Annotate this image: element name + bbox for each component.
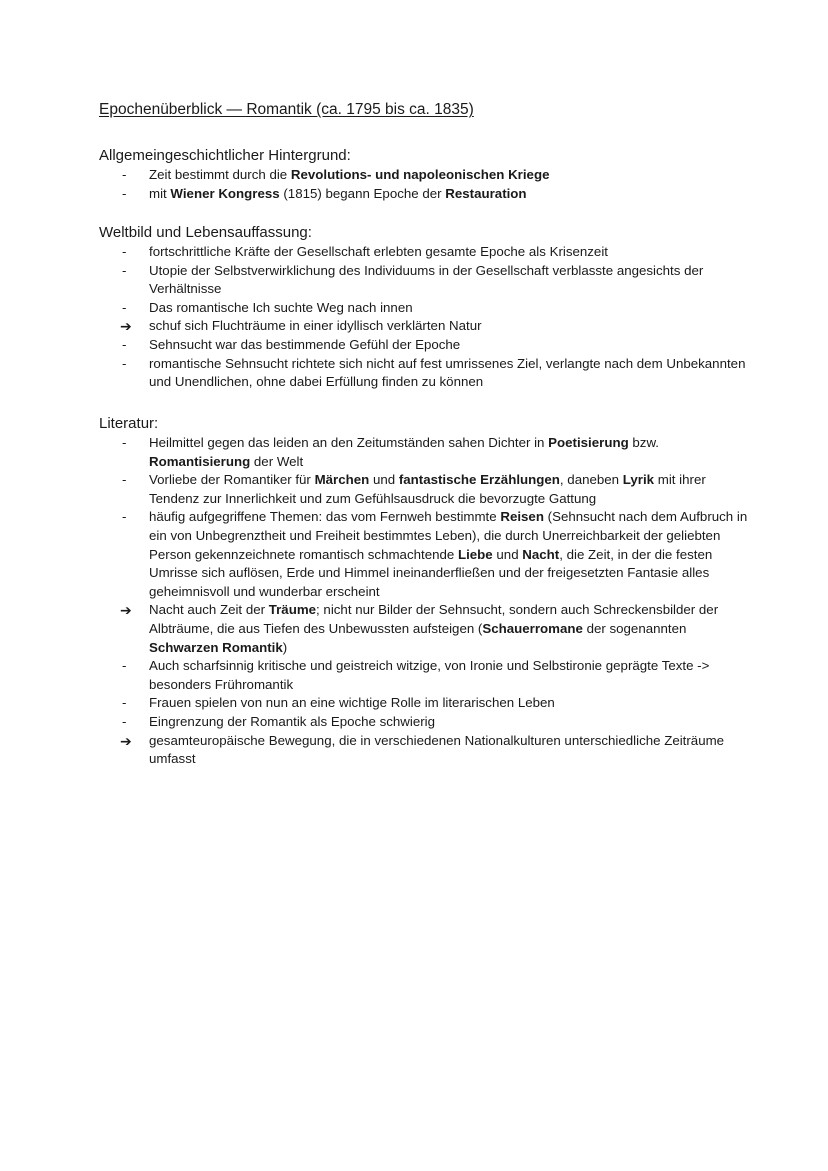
- bold-term: Märchen: [314, 472, 370, 488]
- text-run: bzw.: [628, 435, 660, 450]
- dash-bullet-icon: -: [122, 472, 127, 488]
- text-run: Utopie der Selbstverwirklichung des Individuums in der Gesellschaft verblasste angesichts der Verhältnisse: [149, 262, 704, 297]
- bullet-list: [99, 243, 759, 392]
- text-run: häufig aufgegriffene Themen: das vom Fernweh bestimmte: [149, 509, 501, 525]
- text-run: und: [492, 546, 523, 562]
- section-literature: [99, 414, 759, 769]
- list-item: [99, 601, 759, 657]
- dash-bullet-icon: -: [122, 435, 127, 450]
- text-run: fortschrittliche Kräfte der Gesellschaft erlebten gesamte Epoche als Krisenzeit: [149, 244, 608, 259]
- dash-bullet-icon: -: [122, 185, 127, 201]
- bold-term: Romantisierung: [149, 453, 251, 469]
- bold-term: Schwarzen Romantik: [149, 639, 283, 655]
- text-run: der sogenannten: [582, 620, 687, 636]
- list-item: [99, 657, 759, 694]
- text-run: Eingrenzung der Romantik als Epoche schwierig: [149, 713, 436, 729]
- list-item: [99, 694, 759, 713]
- document-title: Epochenüberblick — Romantik (ca. 1795 bis ca. 1835): [99, 101, 474, 118]
- bold-term: Schauerromane: [482, 620, 583, 636]
- text-run: gesamteuropäische Bewegung, die in verschiedenen Nationalkulturen unterschiedliche Zeiträume umfasst: [149, 732, 725, 767]
- dash-bullet-icon: -: [122, 336, 127, 352]
- text-run: romantische Sehnsucht richtete sich nicht auf fest umrissenes Ziel, verlangte nach dem Unbekannten und Unendlichen, ohne dabei Erfüllung finden zu können: [149, 355, 746, 390]
- bold-term: fantastische Erzählungen: [398, 472, 560, 488]
- bullet-list: [99, 434, 759, 769]
- section-historical-background: [99, 146, 759, 203]
- bold-term: Träume: [268, 602, 317, 618]
- list-item: [99, 434, 759, 471]
- text-run: und: [369, 472, 399, 488]
- arrow-right-icon: ➔: [120, 602, 132, 619]
- text-run: ): [282, 639, 288, 655]
- text-run: mit: [149, 185, 171, 201]
- dash-bullet-icon: -: [122, 509, 127, 525]
- dash-bullet-icon: -: [122, 167, 127, 182]
- text-run: Auch scharfsinnig kritische und geistreich witzige, von Ironie und Selbstironie geprägte Texte -> besonders Frühromantik: [149, 658, 710, 692]
- text-run: schuf sich Fluchträume in einer idyllisch verklärten Natur: [149, 318, 482, 334]
- list-item: [99, 732, 759, 769]
- list-item: [99, 355, 759, 392]
- bold-term: Poetisierung: [548, 435, 629, 450]
- list-item: [99, 317, 759, 336]
- text-run: (1815) begann Epoche der: [279, 185, 446, 201]
- dash-bullet-icon: -: [122, 244, 127, 259]
- text-run: mit ihrer Tendenz zur Innerlichkeit und zum Gefühlsausdruck die bevorzugte Gattung: [149, 472, 706, 506]
- list-item: [99, 471, 759, 508]
- text-run: Das romantische Ich suchte Weg nach innen: [149, 299, 413, 315]
- list-item: [99, 185, 759, 204]
- section-worldview: [99, 223, 759, 392]
- section-heading: Allgemeingeschichtlicher Hintergrund:: [99, 147, 351, 164]
- list-item: [99, 713, 759, 732]
- list-item: [99, 243, 759, 262]
- text-run: der Welt: [250, 453, 304, 469]
- bold-term: Nacht: [522, 546, 560, 562]
- dash-bullet-icon: -: [122, 355, 127, 371]
- list-item: [99, 299, 759, 318]
- text-run: , daneben: [559, 472, 623, 488]
- bold-term: Wiener Kongress: [170, 185, 280, 201]
- text-run: Zeit bestimmt durch die: [149, 167, 291, 182]
- text-run: ; nicht nur Bilder der Sehnsucht, sondern auch Schreckensbilder der Albträume, die aus Tiefen des Unbewussten aufsteigen (: [149, 602, 719, 636]
- dash-bullet-icon: -: [122, 658, 127, 674]
- bullet-list: [99, 166, 759, 203]
- dash-bullet-icon: -: [122, 695, 127, 711]
- text-run: , die Zeit, in der die festen Umrisse sich auflösen, Erde und Himmel ineinanderfließen und der freigesetzten Fantasie alles geheimnisvoll und wunderbar erscheint: [149, 546, 713, 599]
- section-heading: Weltbild und Lebensauffassung:: [99, 224, 312, 241]
- section-heading: Literatur:: [99, 415, 159, 432]
- list-item: [99, 262, 759, 299]
- list-item: [99, 336, 759, 355]
- arrow-right-icon: ➔: [120, 318, 132, 335]
- bold-term: Reisen: [500, 509, 544, 525]
- bold-term: Lyrik: [622, 472, 655, 488]
- text-run: (Sehnsucht nach dem Aufbruch in ein von Unbegrenztheit und Freiheit bestimmtes Leben), die durch Unerreichbarkeit der geliebten Person gekennzeichnete romantisch schmachtende: [149, 509, 748, 562]
- bold-term: Revolutions- und napoleonischen Kriege: [290, 167, 550, 182]
- arrow-right-icon: ➔: [120, 732, 132, 749]
- text-run: Vorliebe der Romantiker für: [149, 472, 315, 488]
- dash-bullet-icon: -: [122, 299, 127, 315]
- list-item: [99, 508, 759, 601]
- bold-term: Liebe: [457, 546, 493, 562]
- dash-bullet-icon: -: [122, 262, 127, 278]
- text-run: Sehnsucht war das bestimmende Gefühl der Epoche: [149, 336, 461, 352]
- text-run: Heilmittel gegen das leiden an den Zeitumständen sahen Dichter in: [149, 435, 549, 450]
- dash-bullet-icon: -: [122, 713, 127, 729]
- text-run: Frauen spielen von nun an eine wichtige Rolle im literarischen Leben: [149, 695, 555, 711]
- bold-term: Restauration: [445, 185, 527, 201]
- text-run: Nacht auch Zeit der: [149, 602, 269, 618]
- list-item: [99, 166, 759, 185]
